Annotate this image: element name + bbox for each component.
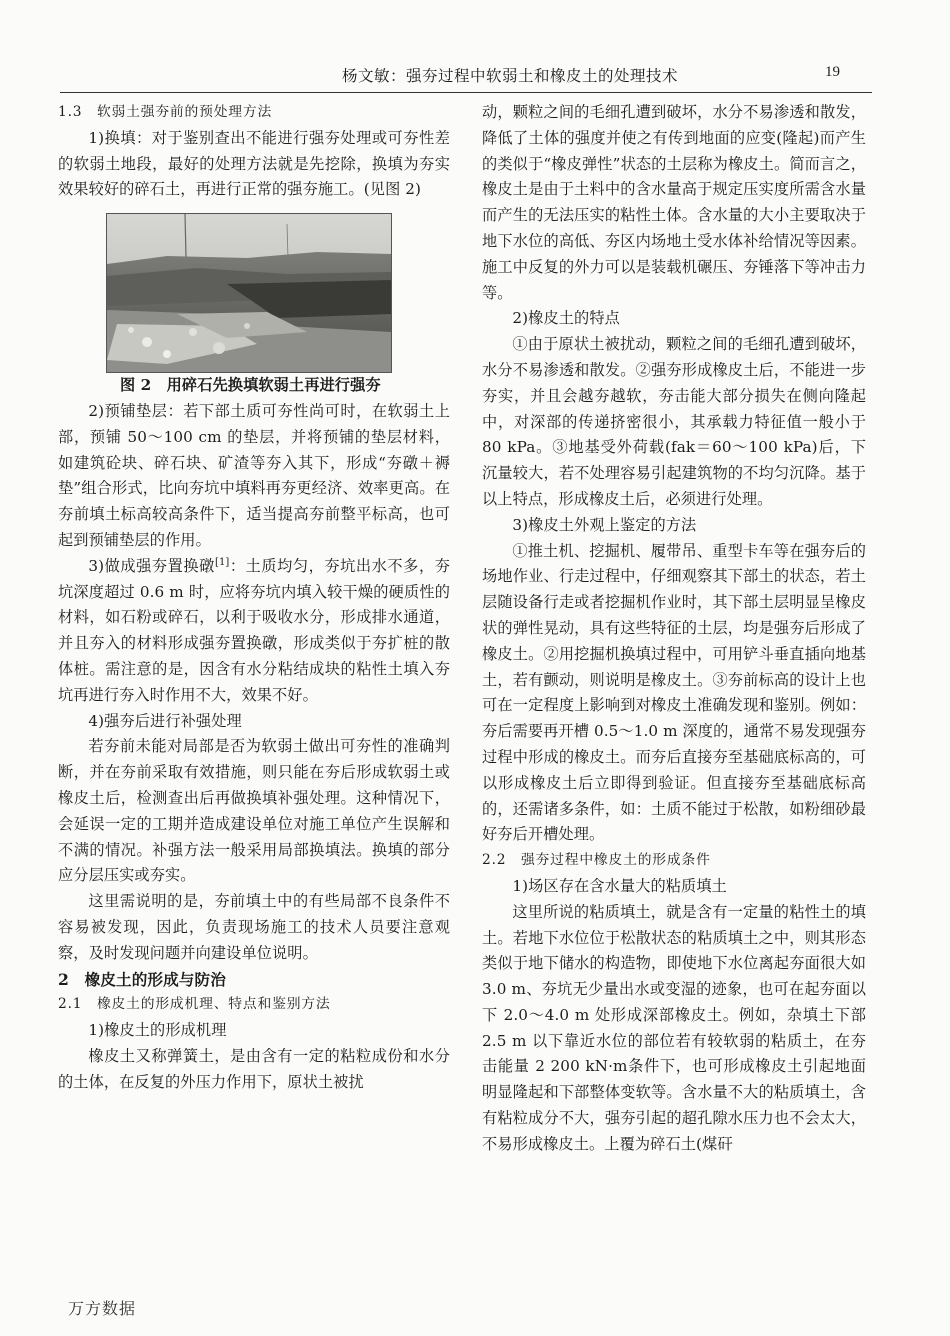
paragraph-features: ①由于原状土被扰动，颗粒之间的毛细孔遭到破坏，水分不易渗透和散发。②强夯形成橡皮土后，不能进一步夯实，并且会越夯越软，夯击能大部分损失在侧向隆起中，对深部的传递挤密很小，其承载力特征值一般小于 80 kPa。③地基受外荷载(fak＝60～100 kPa)后，下沉量较大，若不处理容易引起建筑物的不均匀沉降。基于以上特点，形成橡皮土后，必须进行处理。 — [482, 335, 866, 508]
paragraph-condition: 这里所说的粘质填土，就是含有一定量的粘性土的填土。若地下水位位于松散状态的粘质填土之中，则其形态类似于地下储水的构造物，即使地下水位离起夯面很大如 3.0 m、夯坑无少量出水或变湿的迹象，也可在起夯面以下 2.0～4.0 m 处形成深部橡皮土。例如，杂填土下部 2.5 m 以下靠近水位的部位若有较软弱的粘质土，在夯击能量 2 200 kN·m条件下，也可形成橡皮土引起地面明显隆起和下部整体变软等。含水量不大的粘质填土，含有粘粒成分不大，强夯引起的超孔隙水压力也不会太大，不易形成橡皮土。上覆为碎石土(煤矸 — [482, 902, 866, 1153]
paragraph-replacement-pier: 3)做成强夯置换礅[1]：土质均匀，夯坑出水不多，夯坑深度超过 0.6 m 时，应将夯坑内填入较干燥的硬质性的材料，如石粉或碎石，以利于吸收水分，形成排水通道，并且夯入的材料形成强夯置换礅，形成类似于夯扩桩的散体桩。需注意的是，因含有水分粘结成块的粘性土填入夯坑再进行夯入时作用不大，效果不好。 — [58, 556, 450, 704]
paragraph-note: 这里需说明的是，夯前填土中的有些局部不良条件不容易被发现，因此，负责现场施工的技术人员要注意观察，及时发现问题并向建设单位说明。 — [58, 892, 450, 962]
running-title: 杨文敏：强夯过程中软弱土和橡皮土的处理技术 — [341, 67, 678, 85]
watermark: 万方数据 — [68, 1299, 137, 1318]
paragraph-pre-cushion: 2)预铺垫层：若下部土质可夯性尚可时，在软弱土上部，预铺 50～100 cm 的垫层，并将预铺的垫层材料，如建筑砼块、碎石块、矿渣等夯入其下，形成“夯礅＋褥垫”组合形式，比向夯坑中填料再夯更经济、效率更高。在夯前填土标高较高条件下，适当提高夯前整平标高，也可起到预铺垫层的作用。 — [58, 401, 450, 549]
figure-2-photo — [106, 213, 392, 373]
paragraph-mechanism: 橡皮土又称弹簧土，是由含有一定的粘粒成份和水分的土体，在反复的外压力作用下，原状土被扰 — [58, 1046, 450, 1091]
section-heading-2: 2 橡皮土的形成与防治 — [58, 969, 226, 989]
paragraph-identification: ①推土机、挖掘机、履带吊、重型卡车等在强夯后的场地作业、行走过程中，仔细观察其下部土的状态，若土层随设备行走或者挖掘机作业时，其下部土层明显呈橡皮状的弹性晃动，具有这些特征的土层，均是强夯后形成了橡皮土。②用挖掘机换填过程中，可用铲斗垂直插向地基土，若有颤动，则说明是橡皮土。③夯前标高的设计上也可在一定程度上影响到对橡皮土准确发现和鉴别。例如：夯后需要再开槽 0.5～1.0 m 深度的，通常不易发现强夯过程中形成的橡皮土。而夯后直接夯至基础底标高的，可以形成橡皮土后立即得到验证。但直接夯至基础底标高的，还需诸多条件，如：土质不能过于松散，如粉细砂最好夯后开槽处理。 — [482, 541, 866, 844]
section-heading-2-1: 2.1 橡皮土的形成机理、特点和鉴别方法 — [58, 996, 331, 1013]
paragraph-identification-title: 3)橡皮土外观上鉴定的方法 — [512, 515, 697, 534]
paragraph-mechanism-title: 1)橡皮土的形成机理 — [88, 1021, 227, 1040]
paragraph-mechanism-cont: 动，颗粒之间的毛细孔遭到破坏，水分不易渗透和散发，降低了土体的强度并使之有传到地面的应变(隆起)而产生的类似于“橡皮弹性”状态的土层称为橡皮土。简而言之，橡皮土是由于土料中的含水量高于规定压实度所需含水量而产生的无法压实的粘性土体。含水量的大小主要取决于地下水位的高低、夯区内场地土受水体补给情况等因素。施工中反复的外力可以是装载机碾压、夯锤落下等冲击力等。 — [482, 103, 866, 302]
gravel-replacement-photo — [107, 214, 391, 372]
section-heading-1-3: 1.3 软弱土强夯前的预处理方法 — [58, 104, 273, 120]
page-number: 19 — [825, 64, 840, 80]
paragraph-replacement: 1)换填：对于鉴别查出不能进行强夯处理或可夯性差的软弱土地段，最好的处理方法就是先挖除，换填为夯实效果较好的碎石土，再进行正常的强夯施工。(见图 2) — [58, 128, 450, 199]
right-column — [482, 100, 866, 1158]
paragraph-features-title: 2)橡皮土的特点 — [512, 309, 620, 328]
figure-2-caption: 图 2 用碎石先换填软弱土再进行强夯 — [120, 376, 381, 395]
paragraph-reinforcement-title: 4)强夯后进行补强处理 — [88, 711, 242, 730]
citation-ref: [1] — [214, 556, 230, 568]
left-column — [58, 100, 450, 1096]
section-heading-2-2: 2.2 强夯过程中橡皮土的形成条件 — [482, 852, 711, 869]
paragraph-condition-title: 1)场区存在含水量大的粘质填土 — [512, 876, 727, 895]
page-header — [60, 52, 872, 93]
paragraph-reinforcement: 若夯前未能对局部是否为软弱土做出可夯性的准确判断，并在夯前采取有效措施，则只能在夯后形成软弱土或橡皮土后，检测查出后再做换填补强处理。这种情况下，会延误一定的工期并造成建设单位对施工单位产生误解和不满的情况。补强方法一般采用局部换填法。换填的部分应分层压实或夯实。 — [58, 737, 450, 885]
